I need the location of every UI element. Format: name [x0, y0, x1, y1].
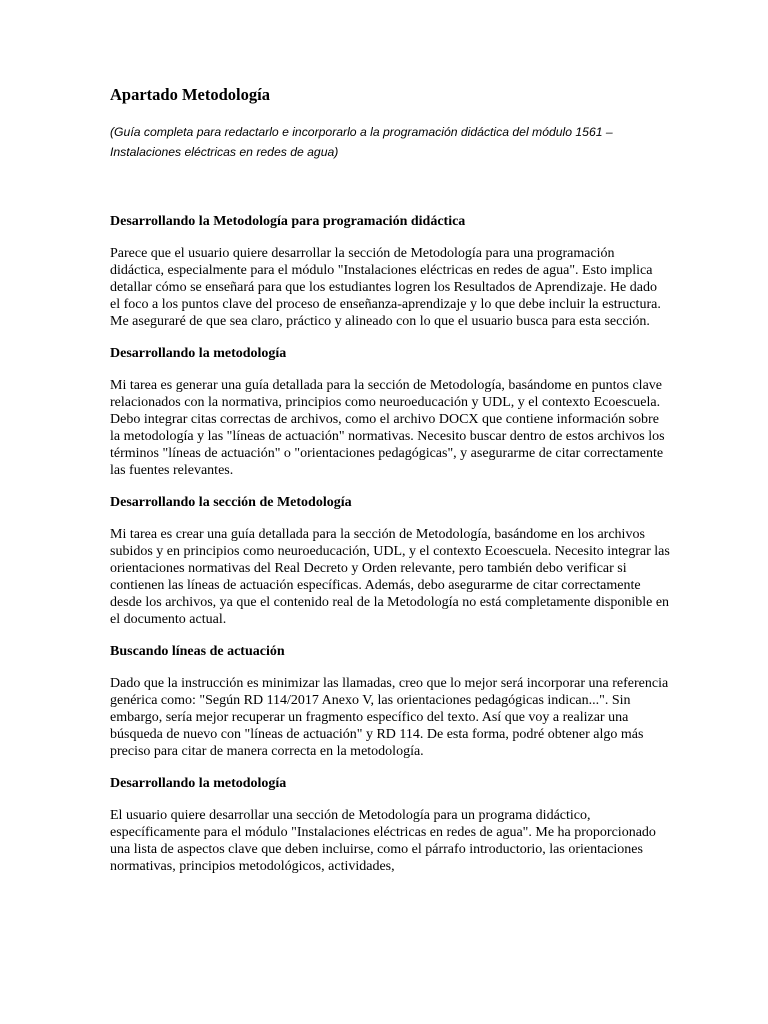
- section-paragraph: Parece que el usuario quiere desarrollar la sección de Metodología para una programación didáctica, especialmente para el módulo "Instalaciones eléctricas en redes de agua". Esto implica detallar cómo se enseñará para que los estudiantes logren los Resultados de Aprendizaje. He dado el foco a los puntos clave del proceso de enseñanza-aprendizaje y lo que debe incluir la estructura. Me aseguraré de que sea claro, práctico y alineado con lo que el usuario busca para esta sección.: [110, 246, 661, 329]
- document-title: Apartado Metodología: [110, 85, 270, 104]
- section-heading: Desarrollando la Metodología para programación didáctica: [110, 214, 466, 229]
- section-paragraph: Mi tarea es generar una guía detallada para la sección de Metodología, basándome en puntos clave relacionados con la normativa, principios como neuroeducación y UDL, y el contexto Ecoescuela. Debo integrar citas correctas de archivos, como el archivo DOCX que contiene información sobre la metodología y las "líneas de actuación" normativas. Necesito buscar dentro de estos archivos los términos "líneas de actuación" o "orientaciones pedagógicas", y asegurarme de citar correctamente las fuentes relevantes.: [110, 378, 665, 478]
- section-paragraph: Mi tarea es crear una guía detallada para la sección de Metodología, basándome en los archivos subidos y en principios como neuroeducación, UDL, y el contexto Ecoescuela. Necesito integrar las orientaciones normativas del Real Decreto y Orden relevante, pero también debo verificar si contienen las líneas de actuación específicas. Además, debo asegurarme de citar correctamente desde los archivos, ya que el contenido real de la Metodología no está completamente disponible en el documento actual.: [110, 527, 670, 627]
- section-heading: Buscando líneas de actuación: [110, 644, 285, 659]
- document-page: [110, 84, 670, 875]
- section-paragraph: El usuario quiere desarrollar una sección de Metodología para un programa didáctico, específicamente para el módulo "Instalaciones eléctricas en redes de agua". Me ha proporcionado una lista de aspectos clave que deben incluirse, como el párrafo introductorio, las orientaciones normativas, principios metodológicos, actividades,: [110, 808, 656, 874]
- section-heading: Desarrollando la sección de Metodología: [110, 495, 352, 510]
- section-2: [110, 345, 670, 479]
- section-heading: Desarrollando la metodología: [110, 776, 287, 791]
- section-5: [110, 775, 670, 875]
- section-4: [110, 643, 670, 760]
- section-1: [110, 213, 670, 330]
- document-subtitle: (Guía completa para redactarlo e incorporarlo a la programación didáctica del módulo 1561 – Instalaciones eléctricas en redes de agua): [110, 125, 613, 159]
- section-paragraph: Dado que la instrucción es minimizar las llamadas, creo que lo mejor será incorporar una referencia genérica como: "Según RD 114/2017 Anexo V, las orientaciones pedagógicas indican...". Sin embargo, sería mejor recuperar un fragmento específico del texto. Así que voy a realizar una búsqueda de nuevo con "líneas de actuación" y RD 114. De esta forma, podré obtener algo más preciso para citar de manera correcta en la metodología.: [110, 676, 669, 759]
- section-heading: Desarrollando la metodología: [110, 346, 287, 361]
- section-3: [110, 494, 670, 628]
